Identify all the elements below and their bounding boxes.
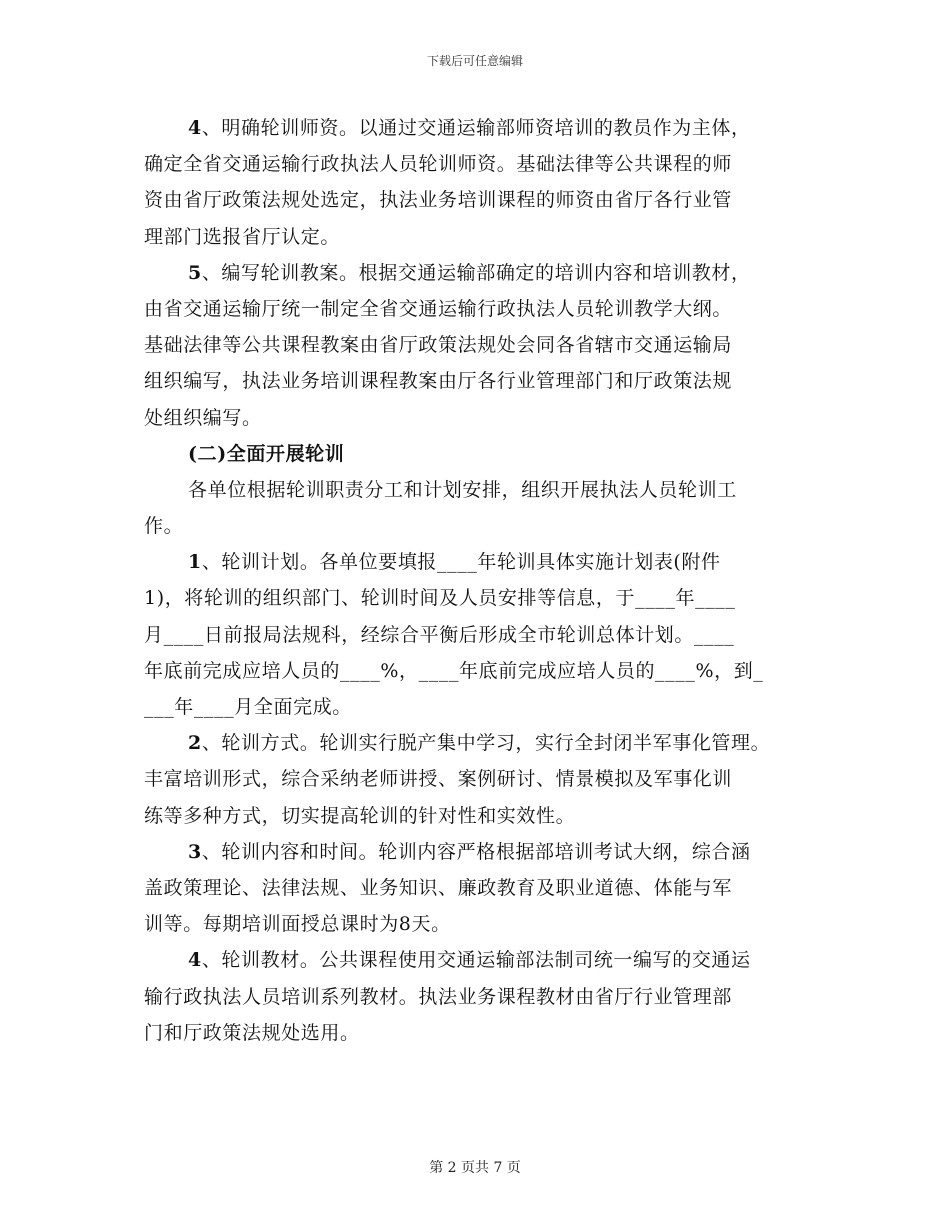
paragraph-line: 理部门选报省厅认定。 — [144, 225, 341, 248]
document-body — [144, 110, 804, 1051]
list-number: 4 — [188, 949, 202, 972]
paragraph-text: 、编写轮训教案。根据交通运输部确定的培训内容和培训教材， — [201, 261, 751, 284]
paragraph-line: 由省交通运输厅统一制定全省交通运输行政执法人员轮训教学大纲。 — [144, 297, 733, 320]
paragraph-text: 、轮训内容和时间。轮训内容严格根据部培训考试大纲，综合涵 — [201, 840, 751, 863]
paragraph-line: 确定全省交通运输行政执法人员轮训师资。基础法律等公共课程的师 — [144, 153, 733, 176]
list-number: 5 — [188, 261, 202, 284]
paragraph-line: 各单位根据轮训职责分工和计划安排，组织开展执法人员轮训工 — [188, 478, 737, 501]
paragraph-line — [144, 834, 804, 870]
paragraph-line: 资由省厅政策法规处选定，执法业务培训课程的师资由省厅各行业管 — [144, 189, 733, 212]
paragraph-line: 练等多种方式，切实提高轮训的针对性和实效性。 — [144, 804, 576, 827]
paragraph-line: 输行政执法人员培训系列教材。执法业务课程教材由省厅行业管理部 — [144, 985, 733, 1008]
paragraph-line: 门和厅政策法规处选用。 — [144, 1021, 360, 1044]
page-footer: 第 2 页共 7 页 — [429, 1160, 521, 1176]
list-number: 2 — [188, 732, 202, 755]
list-number: 3 — [188, 840, 202, 863]
paragraph-line — [144, 110, 804, 146]
paragraph-text: 、明确轮训师资。以通过交通运输部师资培训的教员作为主体， — [201, 117, 751, 139]
paragraph-line: 组织编写，执法业务培训课程教案由厅各行业管理部门和厅政策法规 — [144, 370, 733, 393]
paragraph-line: 基础法律等公共课程教案由省厅政策法规处会同各省辖市交通运输局 — [144, 334, 733, 357]
paragraph-line: ___年____月全面完成。 — [144, 696, 352, 718]
list-number: 4 — [188, 117, 202, 139]
paragraph-line: 作。 — [144, 515, 184, 538]
paragraph-line: 处组织编写。 — [144, 406, 262, 429]
page-header: 下载后可任意编辑 — [426, 54, 523, 68]
paragraph-text: 、轮训方式。轮训实行脱产集中学习，实行全封闭半军事化管理。 — [201, 732, 771, 755]
paragraph-line: 1)，将轮训的组织部门、轮训时间及人员安排等信息，于____年____ — [144, 587, 736, 610]
paragraph-line: 年底前完成应培人员的____%，____年底前完成应培人员的____%，到_ — [144, 659, 764, 682]
paragraph-text: 、轮训教材。公共课程使用交通运输部法制司统一编写的交通运 — [201, 949, 751, 972]
paragraph-line: 盖政策理论、法律法规、业务知识、廉政教育及职业道德、体能与军 — [144, 876, 733, 899]
paragraph-line — [144, 544, 804, 580]
section-heading: (二)全面开展轮训 — [188, 442, 345, 465]
paragraph-line — [144, 725, 804, 761]
paragraph-line: 月____日前报局法规科，经综合平衡后形成全市轮训总体计划。____ — [144, 623, 735, 646]
paragraph-line: 训等。每期培训面授总课时为8天。 — [144, 913, 451, 936]
paragraph-line: 丰富培训形式，综合采纳老师讲授、案例研讨、情景模拟及军事化训 — [144, 768, 733, 791]
paragraph-line — [144, 942, 804, 978]
paragraph-text: 、轮训计划。各单位要填报____年轮训具体实施计划表(附件 — [201, 551, 721, 574]
paragraph-line — [144, 255, 804, 291]
list-number: 1 — [188, 551, 202, 574]
